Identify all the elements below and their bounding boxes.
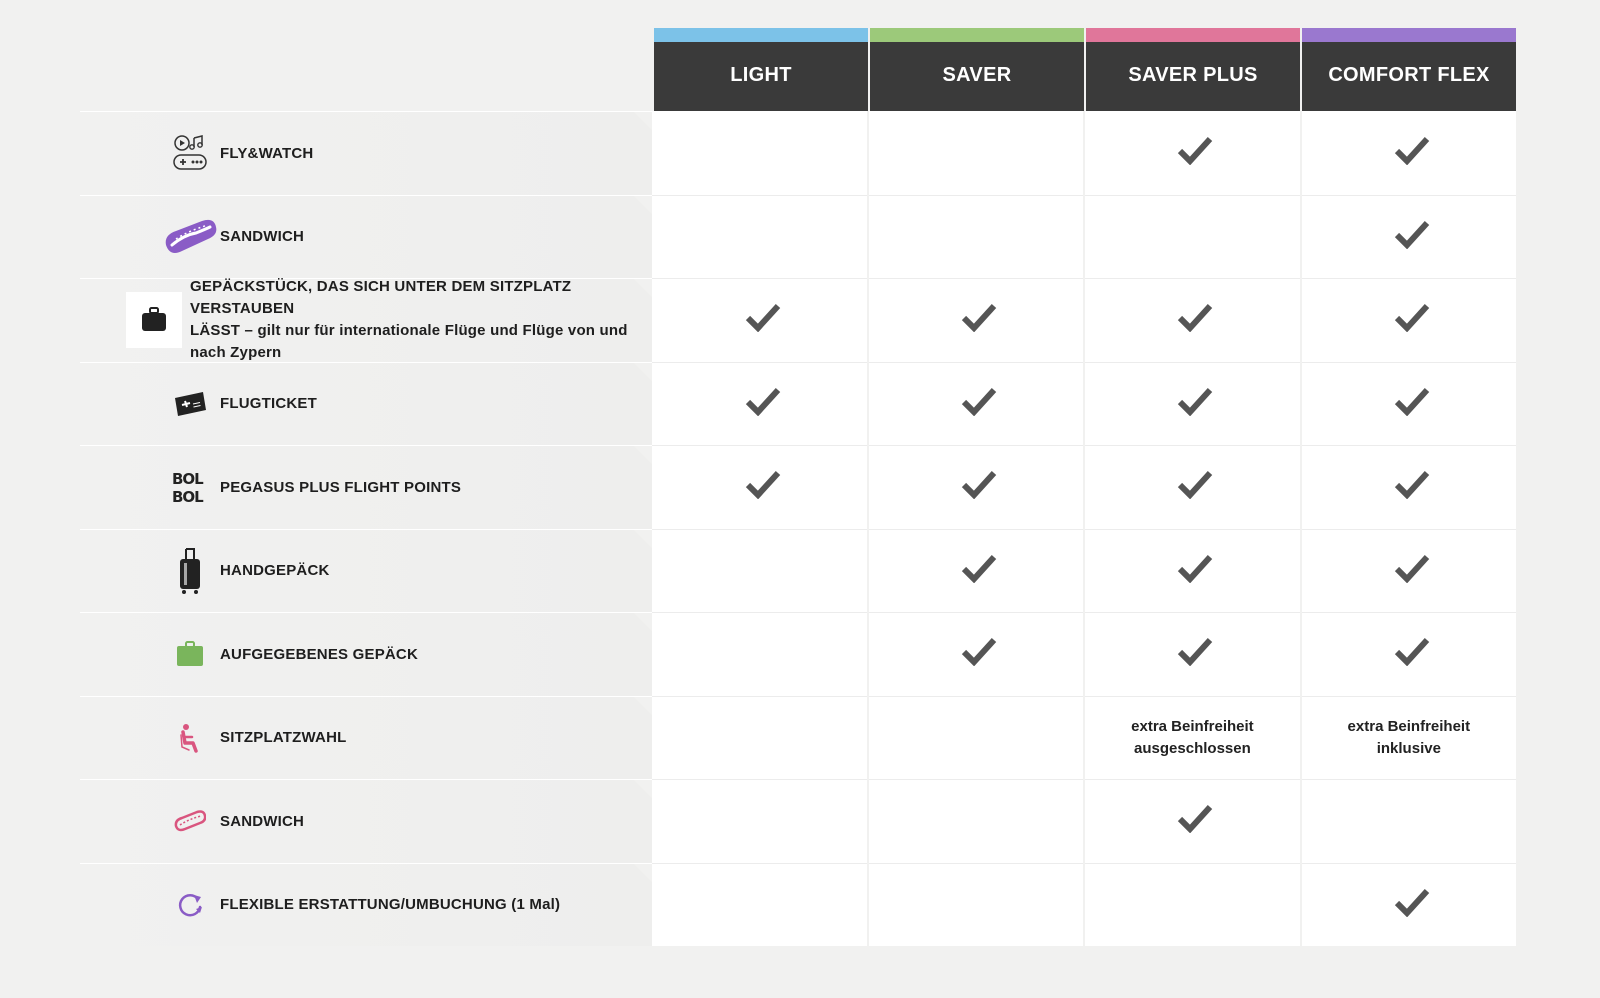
check-icon <box>1394 386 1430 416</box>
check-icon <box>1177 469 1213 499</box>
feature-label-cell <box>80 111 652 195</box>
plan-color-bar <box>1086 28 1300 42</box>
cell-light <box>652 111 866 195</box>
svg-text:BOL: BOL <box>172 488 203 507</box>
cell-saver <box>869 696 1083 780</box>
cell-saver-plus <box>1085 696 1299 780</box>
feature-row-pegasus-plus <box>80 445 1516 529</box>
svg-text:BOL: BOL <box>172 470 203 489</box>
cell-comfort-flex <box>1302 529 1516 613</box>
fare-comparison-table <box>80 28 1516 946</box>
cell-saver <box>869 863 1083 947</box>
cell-light <box>652 529 866 613</box>
feature-row-flexible-refund <box>80 863 1516 947</box>
cell-comfort-flex <box>1302 863 1516 947</box>
plan-header-light[interactable] <box>654 28 868 111</box>
feature-row-sandwich <box>80 195 1516 279</box>
underseat-bag-icon <box>126 292 182 348</box>
cell-comfort-flex <box>1302 696 1516 780</box>
cell-saver-plus <box>1085 445 1299 529</box>
check-icon <box>961 302 997 332</box>
feature-label: AUFGEGEBENES GEPÄCK <box>220 645 418 663</box>
feature-label: SITZPLATZWAHL <box>220 729 347 747</box>
feature-row-flight-ticket <box>80 362 1516 446</box>
feature-label <box>190 276 652 364</box>
plan-header-row <box>654 28 1516 111</box>
cell-light <box>652 195 866 279</box>
cell-saver <box>869 111 1083 195</box>
plan-name: COMFORT FLEX <box>1328 64 1490 86</box>
check-icon <box>1177 386 1213 416</box>
cell-saver-plus <box>1085 111 1299 195</box>
check-icon <box>745 302 781 332</box>
feature-row-underseat-bag <box>80 278 1516 362</box>
refund-icon <box>162 877 218 933</box>
check-icon <box>745 386 781 416</box>
plan-color-bar <box>870 28 1084 42</box>
feature-row-checked-bag <box>80 612 1516 696</box>
feature-label: SANDWICH <box>220 228 305 246</box>
cell-saver <box>869 195 1083 279</box>
cell-saver-plus <box>1085 779 1299 863</box>
cell-light <box>652 362 866 446</box>
feature-label: FLUGTICKET <box>220 395 317 413</box>
feature-label-cell <box>80 362 652 446</box>
cell-comfort-flex <box>1302 362 1516 446</box>
plan-header-comfort-flex[interactable] <box>1302 28 1516 111</box>
seat-note-line: ausgeschlossen <box>1134 739 1251 757</box>
check-icon <box>1394 219 1430 249</box>
cabin-bag-icon <box>162 543 218 599</box>
sandwich-pink-icon <box>162 793 218 849</box>
cell-light <box>652 696 866 780</box>
plan-color-bar <box>1302 28 1516 42</box>
cell-light <box>652 863 866 947</box>
cell-light <box>652 278 866 362</box>
check-icon <box>1394 636 1430 666</box>
flight-ticket-icon <box>162 376 218 432</box>
check-icon <box>1394 302 1430 332</box>
check-icon <box>1394 887 1430 917</box>
check-icon <box>1177 803 1213 833</box>
feature-label-line: nach Zypern <box>190 344 282 362</box>
feature-label-cell <box>80 195 652 279</box>
check-icon <box>961 469 997 499</box>
cell-comfort-flex <box>1302 195 1516 279</box>
check-icon <box>961 386 997 416</box>
check-icon <box>745 469 781 499</box>
feature-row-sandwich-2 <box>80 779 1516 863</box>
cell-saver-plus <box>1085 529 1299 613</box>
cell-comfort-flex <box>1302 612 1516 696</box>
check-icon <box>1177 302 1213 332</box>
cell-comfort-flex <box>1302 111 1516 195</box>
cell-saver-plus <box>1085 863 1299 947</box>
cell-saver <box>869 278 1083 362</box>
feature-label-line: GEPÄCKSTÜCK, DAS SICH UNTER DEM SITZPLATZ VERSTAUBEN <box>190 278 572 318</box>
cell-saver-plus <box>1085 362 1299 446</box>
cell-comfort-flex <box>1302 779 1516 863</box>
seat-note-line: extra Beinfreiheit <box>1347 717 1471 735</box>
feature-label: PEGASUS PLUS FLIGHT POINTS <box>220 478 462 496</box>
feature-label-cell <box>80 696 652 780</box>
check-icon <box>1177 135 1213 165</box>
cell-saver <box>869 445 1083 529</box>
cell-saver <box>869 362 1083 446</box>
cell-saver-plus <box>1085 278 1299 362</box>
seat-note-line: extra Beinfreiheit <box>1131 717 1254 735</box>
cell-saver <box>869 529 1083 613</box>
bolbol-icon <box>162 459 218 515</box>
seat-icon <box>162 710 218 766</box>
check-icon <box>961 553 997 583</box>
cell-comfort-flex <box>1302 278 1516 362</box>
fly-watch-icon <box>162 125 218 181</box>
check-icon <box>961 636 997 666</box>
feature-label-cell <box>80 779 652 863</box>
checked-bag-icon <box>162 626 218 682</box>
feature-label-cell <box>80 278 652 362</box>
plan-color-bar <box>654 28 868 42</box>
cell-light <box>652 612 866 696</box>
feature-row-fly-watch <box>80 111 1516 195</box>
cell-light <box>652 779 866 863</box>
seat-note-line: inklusive <box>1376 739 1441 757</box>
plan-header-saver-plus[interactable] <box>1086 28 1300 111</box>
plan-name: SAVER PLUS <box>1128 64 1258 86</box>
feature-label-cell <box>80 612 652 696</box>
feature-label-cell <box>80 863 652 947</box>
cell-saver <box>869 612 1083 696</box>
check-icon <box>1394 469 1430 499</box>
feature-label-line: LÄSST – gilt nur für internationale Flüge und Flüge von und <box>190 322 628 340</box>
plan-name: LIGHT <box>730 64 792 86</box>
feature-label: FLY&WATCH <box>220 144 314 162</box>
feature-row-seat-selection <box>80 696 1516 780</box>
check-icon <box>1177 636 1213 666</box>
plan-header-saver[interactable] <box>870 28 1084 111</box>
sandwich-purple-icon <box>162 209 218 265</box>
cell-saver <box>869 779 1083 863</box>
seat-note-saver-plus <box>1131 716 1254 760</box>
cell-comfort-flex <box>1302 445 1516 529</box>
feature-label: HANDGEPÄCK <box>220 562 330 580</box>
feature-label-cell <box>80 529 652 613</box>
plan-name: SAVER <box>942 64 1012 86</box>
feature-label: SANDWICH <box>220 812 305 830</box>
feature-label-cell <box>80 445 652 529</box>
check-icon <box>1177 553 1213 583</box>
cell-saver-plus <box>1085 195 1299 279</box>
feature-rows <box>80 111 1516 946</box>
check-icon <box>1394 553 1430 583</box>
feature-label: FLEXIBLE ERSTATTUNG/UMBUCHUNG (1 Mal) <box>220 896 561 914</box>
check-icon <box>1394 135 1430 165</box>
feature-row-cabin-bag <box>80 529 1516 613</box>
seat-note-comfort-flex <box>1348 716 1471 760</box>
cell-light <box>652 445 866 529</box>
cell-saver-plus <box>1085 612 1299 696</box>
